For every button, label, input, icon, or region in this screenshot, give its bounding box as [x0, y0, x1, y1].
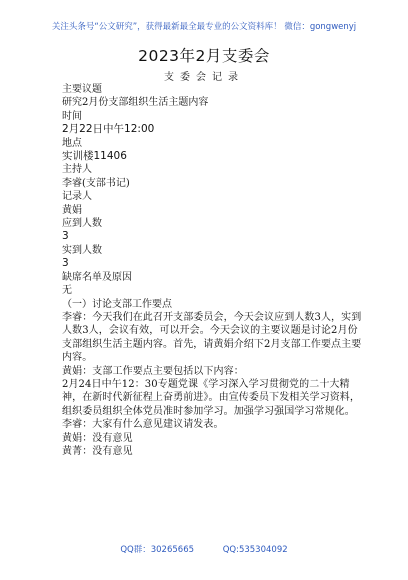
- paragraph: 黄菁：没有意见: [62, 445, 133, 457]
- field-label-location: 地点: [62, 137, 82, 149]
- field-label-time: 时间: [62, 110, 82, 122]
- field-label-host: 主持人: [62, 164, 92, 176]
- page-subtitle: 支委会记录: [164, 72, 244, 83]
- field-value-host: 李睿(支部书记): [62, 177, 130, 189]
- field-value-recorder: 黄娟: [62, 204, 82, 216]
- field-value-expected: 3: [62, 230, 69, 243]
- paragraph: 李睿：大家有什么意见建议请发表。: [62, 419, 224, 431]
- field-value-absent: 无: [62, 285, 72, 297]
- header-note: 关注头条号“公文研究”，获得最新最全最专业的公文资料库！ 微信：gongwenyj: [51, 22, 357, 32]
- field-value-time: 2月22日中午12:00: [62, 123, 155, 136]
- paragraph: 黄娟：没有意见: [62, 432, 133, 444]
- field-label-recorder: 记录人: [62, 191, 92, 203]
- record-body: [62, 83, 362, 458]
- paragraph: 2月24日中午12：30专题党课《学习深入学习贯彻党的二十大精神，在新时代新征程上奋勇前进》。由宣传委员下发相关学习资料，组织委员组织全体党员准时参加学习。加强学习强国学习常规化。: [62, 378, 360, 417]
- field-label-absent: 缺席名单及原因: [62, 271, 132, 283]
- field-value-topic: 研究2月份支部组织生活主题内容: [62, 97, 209, 109]
- section-heading: （一）讨论支部工作要点: [62, 298, 172, 310]
- page-title: 2023年2月支委会: [138, 47, 270, 65]
- footer-qq-group: QQ群：30265665: [120, 545, 195, 555]
- field-label-expected: 应到人数: [62, 218, 102, 230]
- footer: [0, 543, 408, 555]
- field-value-actual: 3: [62, 257, 69, 270]
- field-label-topic: 主要议题: [62, 84, 102, 95]
- paragraph: 李睿：今天我们在此召开支部委员会，今天会议应到人数3人，实到人数3人，会议有效，可以开会。今天会议的主要议题是讨论2月份支部组织生活主题内容。首先，请黄娟介绍下2月支部工作要点主要内容。: [62, 311, 362, 364]
- field-value-location: 实训楼11406: [62, 150, 127, 163]
- field-label-actual: 实到人数: [62, 244, 102, 256]
- paragraph: 黄娟：支部工作要点主要包括以下内容：: [62, 365, 244, 377]
- footer-qq: QQ:535304092: [222, 545, 288, 555]
